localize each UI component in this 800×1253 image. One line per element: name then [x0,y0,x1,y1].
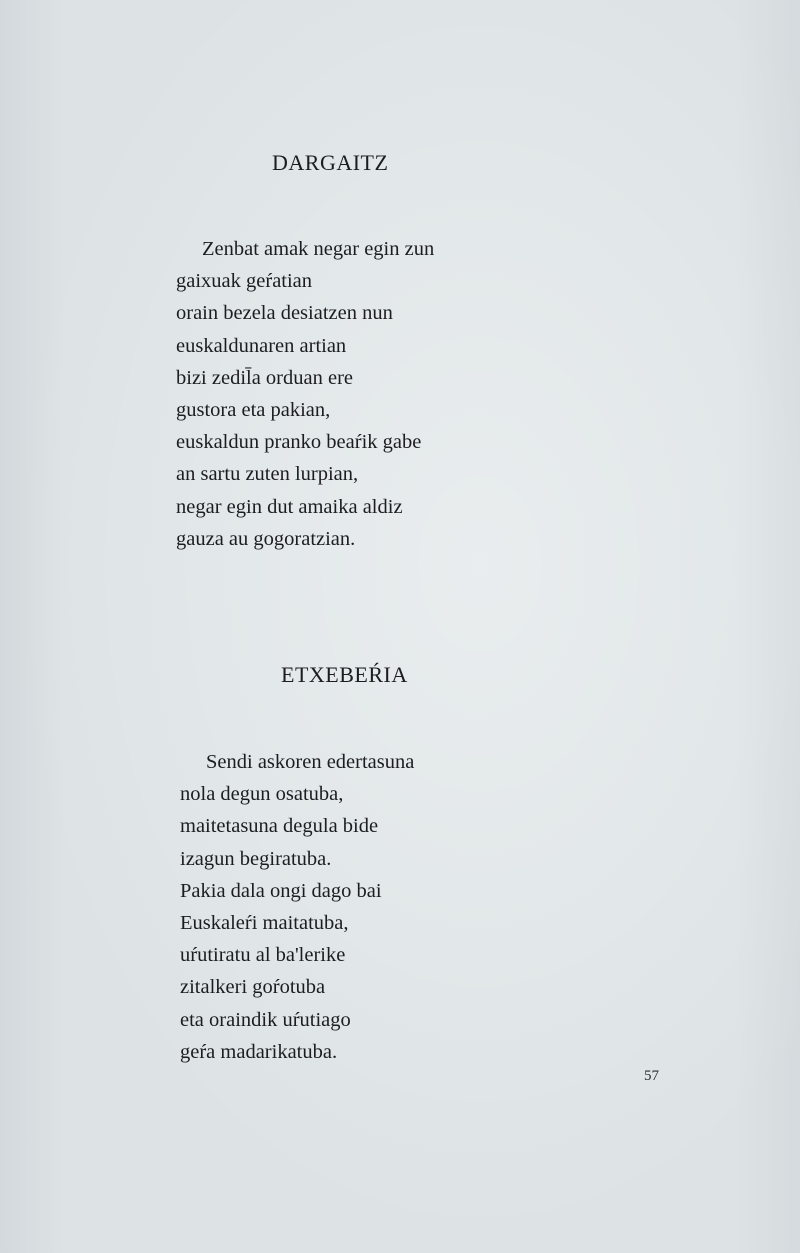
poem-line: uŕutiratu al ba'lerike [180,944,346,967]
poem-line: an sartu zuten lurpian, [176,463,359,486]
page-number: 57 [644,1068,659,1084]
poem-line: Zenbat amak negar egin zun [202,238,435,260]
poem-line: negar egin dut amaika aldiz [176,495,403,518]
poem-line: maitetasuna degula bide [180,815,379,838]
poem-title: ETXEBEŔIA [281,662,408,687]
poem-line: geŕa madarikatuba. [180,1040,338,1063]
poem-line: euskaldun pranko beaŕik gabe [176,431,422,454]
poem-line: euskaldunaren artian [176,334,347,357]
poem-line: gauza au gogoratzian. [176,527,356,550]
poem-stanza [180,746,414,1068]
poem-line: orain bezela desiatzen nun [176,302,393,325]
poem-line: Euskaleŕi maitatuba, [180,912,349,935]
poem-line: gustora eta pakian, [176,399,331,422]
poem-line: izagun begiratuba. [180,847,332,870]
poem-line: bizi zedil̄a orduan ere [176,366,354,389]
poem-stanza [176,233,434,555]
poem-line: Sendi askoren edertasuna [206,751,415,773]
poem-line: Pakia dala ongi dago bai [180,879,382,902]
poem-line: zitalkeri goŕotuba [180,976,326,999]
poem-line: nola degun osatuba, [180,783,344,806]
poem-line: eta oraindik uŕutiago [180,1008,351,1031]
poem-title: DARGAITZ [272,150,389,175]
poem-line: gaixuak geŕatian [176,270,313,293]
